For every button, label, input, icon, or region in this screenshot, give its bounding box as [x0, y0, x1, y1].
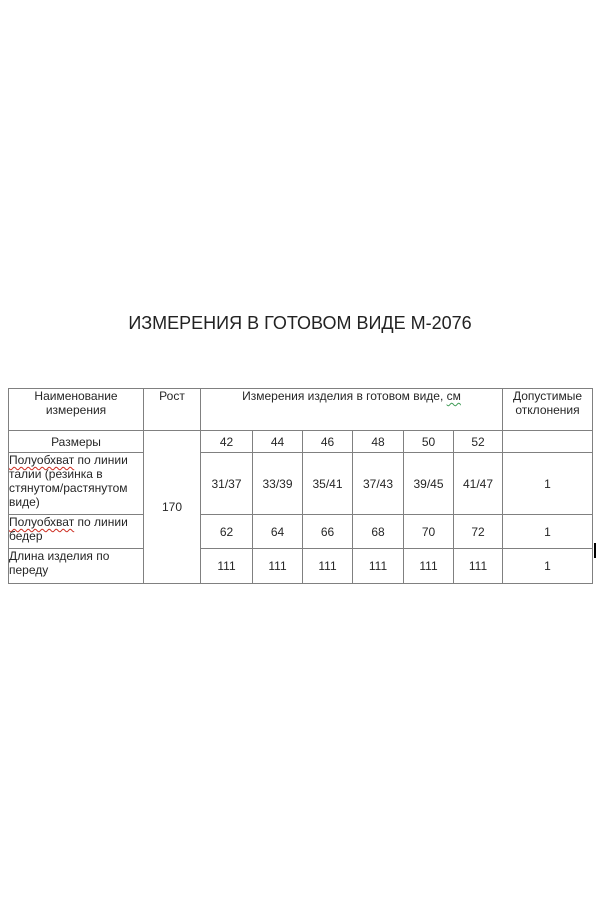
size-cell: 50: [404, 431, 454, 453]
value-cell: 111: [353, 549, 404, 584]
hips-row-label-cell: [9, 515, 144, 549]
waist-measurement-row: [9, 453, 593, 515]
size-cell: 46: [303, 431, 353, 453]
value-cell: 111: [404, 549, 454, 584]
header-measurements-cell: [201, 389, 503, 431]
waist-row-label-cell: [9, 453, 144, 515]
sizes-row-label-cell: Размеры: [9, 431, 144, 453]
size-cell: 48: [353, 431, 404, 453]
deviation-value-cell: 1: [503, 549, 593, 584]
header-height-cell: Рост: [144, 389, 201, 431]
value-cell: 111: [201, 549, 253, 584]
value-cell: 72: [454, 515, 503, 549]
value-cell: 68: [353, 515, 404, 549]
page-title: ИЗМЕРЕНИЯ В ГОТОВОМ ВИДЕ М-2076: [128, 313, 472, 333]
spellcheck-flagged-word: Полуобхват: [9, 515, 75, 529]
header-measurements-text: Измерения изделия в готовом виде,: [242, 389, 447, 403]
row-label-text: по линии талии (резинка в стянутом/растянутом виде): [9, 453, 128, 509]
value-cell: 39/45: [404, 453, 454, 515]
deviation-empty-cell: [503, 431, 593, 453]
table-header-row: [9, 389, 593, 431]
value-cell: 62: [201, 515, 253, 549]
front-length-label-cell: [9, 549, 144, 584]
value-cell: 70: [404, 515, 454, 549]
value-cell: 64: [253, 515, 303, 549]
row-label-text: по линии бедер: [9, 515, 128, 543]
value-cell: 111: [303, 549, 353, 584]
spellcheck-flagged-word: Полуобхват: [9, 453, 75, 467]
value-cell: 33/39: [253, 453, 303, 515]
size-cell: 42: [201, 431, 253, 453]
size-cell: 44: [253, 431, 303, 453]
sizes-row: [9, 431, 593, 453]
value-cell: 41/47: [454, 453, 503, 515]
height-value-cell: 170: [144, 431, 201, 584]
front-length-row: [9, 549, 593, 584]
measurements-table: [8, 388, 593, 584]
value-cell: 66: [303, 515, 353, 549]
value-cell: 111: [253, 549, 303, 584]
value-cell: 31/37: [201, 453, 253, 515]
measurements-table-container: [8, 388, 592, 584]
value-cell: 111: [454, 549, 503, 584]
value-cell: 35/41: [303, 453, 353, 515]
deviation-value-cell: 1: [503, 453, 593, 515]
value-cell: 37/43: [353, 453, 404, 515]
header-measurement-name-cell: Наименование измерения: [9, 389, 144, 431]
size-cell: 52: [454, 431, 503, 453]
text-cursor-mark: [594, 543, 596, 558]
header-unit-grammar-flagged: см: [446, 389, 461, 403]
hips-measurement-row: [9, 515, 593, 549]
row-label-text: Длина изделия по переду: [9, 549, 110, 577]
header-deviation-cell: Допустимые отклонения: [503, 389, 593, 431]
deviation-value-cell: 1: [503, 515, 593, 549]
